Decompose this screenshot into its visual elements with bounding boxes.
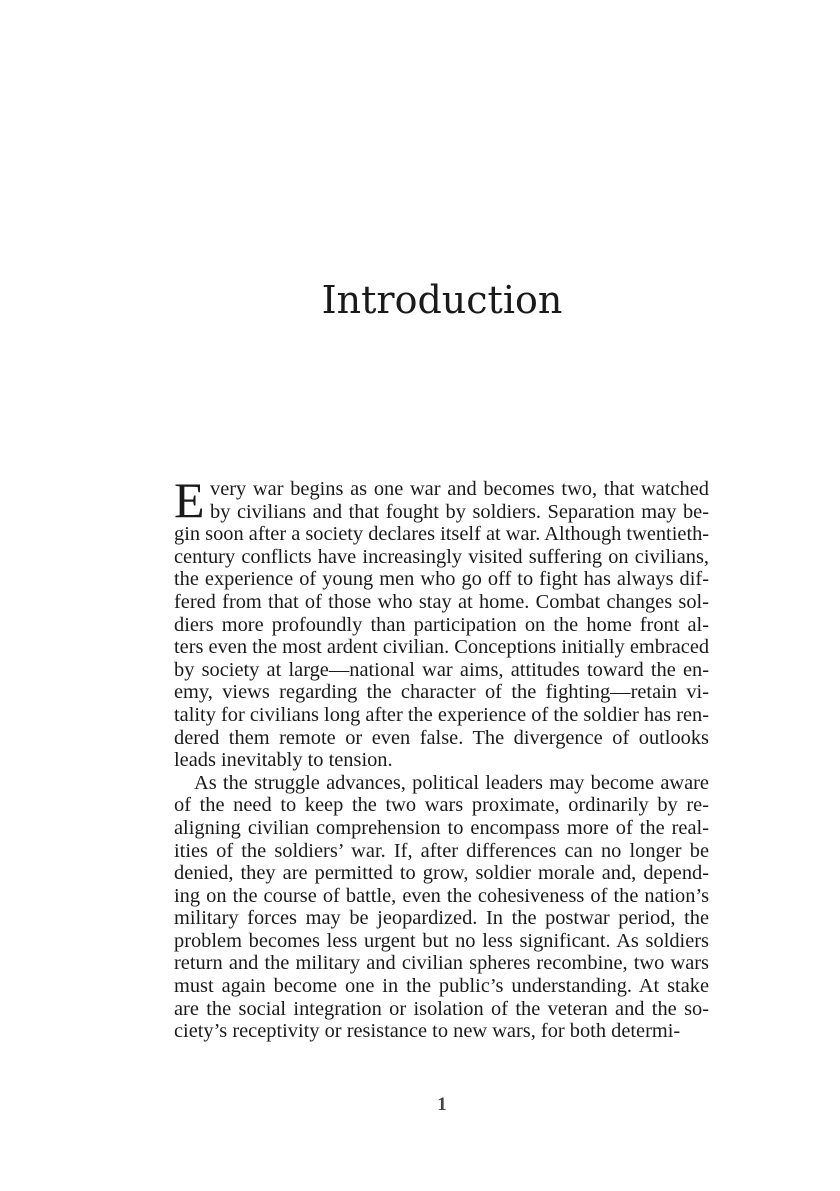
- paragraph-2: [174, 772, 709, 1043]
- text-line: fered from that of those who stay at home. Combat changes sol-: [174, 590, 709, 613]
- drop-cap: E: [174, 472, 205, 528]
- text-line: the experience of young men who go off to fight has always dif-: [174, 568, 709, 591]
- text-line: ing on the course of battle, even the cohesiveness of the nation’s: [174, 884, 709, 907]
- text-line: leads inevitably to tension.: [174, 749, 393, 772]
- text-line: ciety’s receptivity or resistance to new wars, for both determi-: [174, 1020, 681, 1043]
- text-line: aligning civilian comprehension to encompass more of the real-: [174, 816, 709, 839]
- text-line: by civilians and that fought by soldiers. Separation may be-: [210, 500, 709, 523]
- text-line: are the social integration or isolation of the veteran and the so-: [174, 997, 709, 1020]
- text-line: of the need to keep the two wars proximate, ordinarily by re-: [174, 794, 709, 817]
- page-number: 1: [437, 1094, 447, 1115]
- body-text: [174, 472, 710, 1043]
- paragraph-1: [174, 472, 710, 772]
- text-line: problem becomes less urgent but no less significant. As soldiers: [174, 929, 709, 952]
- text-line: century conflicts have increasingly visited suffering on civilians,: [174, 545, 709, 568]
- text-line: diers more profoundly than participation on the home front al-: [174, 613, 709, 636]
- text-line: must again become one in the public’s understanding. At stake: [174, 975, 709, 998]
- text-line: very war begins as one war and becomes two, that watched: [210, 478, 709, 500]
- text-line: As the struggle advances, political leaders may become aware: [194, 771, 709, 794]
- text-line: return and the military and civilian spheres recombine, two wars: [174, 952, 709, 975]
- text-line: military forces may be jeopardized. In the postwar period, the: [174, 907, 709, 930]
- text-line: tality for civilians long after the experience of the soldier has ren-: [174, 703, 710, 726]
- text-line: dered them remote or even false. The divergence of outlooks: [174, 726, 709, 749]
- text-line: emy, views regarding the character of the fighting—retain vi-: [174, 681, 709, 704]
- text-line: ters even the most ardent civilian. Conceptions initially embraced: [174, 636, 710, 659]
- text-line: ities of the soldiers’ war. If, after differences can no longer be: [174, 839, 709, 862]
- text-line: gin soon after a society declares itself at war. Although twentieth-: [174, 523, 710, 546]
- chapter-title: Introduction: [321, 278, 563, 322]
- text-line: by society at large—national war aims, attitudes toward the en-: [174, 658, 709, 681]
- text-line: denied, they are permitted to grow, soldier morale and, depend-: [174, 862, 709, 885]
